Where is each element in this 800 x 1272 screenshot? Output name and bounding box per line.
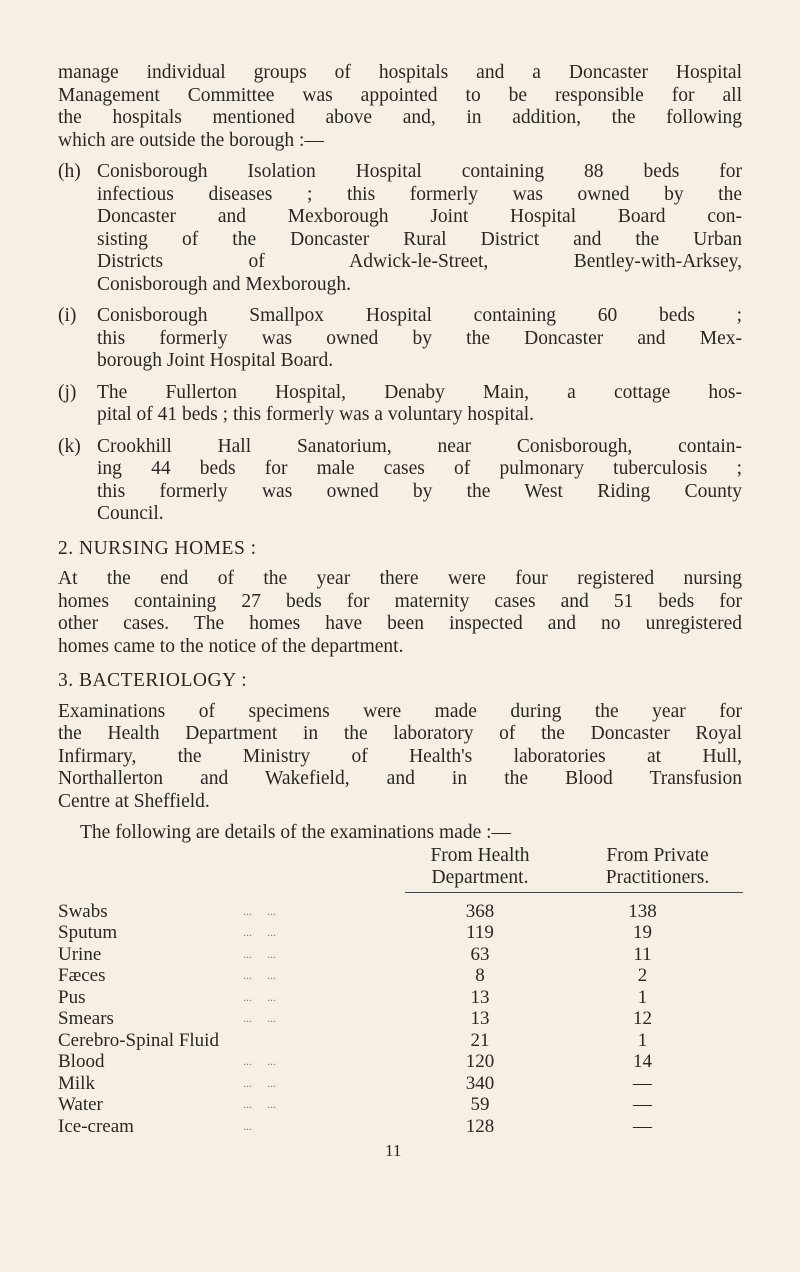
header-line: From Private — [606, 844, 709, 866]
health-count: 8 — [475, 965, 485, 986]
table-header — [58, 845, 742, 895]
specimen-name: Sputum — [58, 922, 118, 943]
text-line: borough Joint Hospital Board. — [97, 350, 334, 371]
text-line: Conisborough Isolation Hospital containing 88 beds for — [97, 161, 742, 182]
text-line: The Fullerton Hospital, Denaby Main, a cottage hos- — [97, 381, 742, 403]
specimen-name: Fæces — [58, 965, 106, 986]
text-line: At the end of the year there were four registered nursing — [58, 568, 742, 589]
health-count: 21 — [470, 1029, 490, 1051]
text-line: sisting of the Doncaster Rural District and the Urban — [97, 228, 742, 250]
text-line: the hospitals mentioned above and, in addition, the following — [58, 107, 742, 128]
leader-dots: ... ... — [243, 989, 276, 1004]
hospital-list — [58, 161, 742, 526]
private-count: 1 — [637, 986, 648, 1008]
text-line: manage individual groups of hospitals and a Doncaster Hospital — [58, 62, 742, 83]
health-count: 59 — [470, 1094, 490, 1115]
specimen-name: Swabs — [58, 900, 108, 922]
table-row — [58, 1073, 730, 1095]
column-header-health — [405, 845, 555, 890]
column-header-private — [570, 845, 745, 890]
specimen-name: Urine — [58, 943, 102, 965]
table-row — [58, 901, 730, 923]
hospital-item — [58, 382, 742, 427]
specimen-name: Cerebro-Spinal Fluid — [58, 1029, 219, 1051]
table-row — [58, 987, 730, 1009]
table-row — [58, 922, 730, 944]
table-row — [58, 1008, 730, 1030]
item-text — [97, 161, 742, 296]
text-line: the Health Department in the laboratory of the Doncaster Royal — [58, 723, 742, 744]
text-line: Northallerton and Wakefield, and in the Blood Transfusion — [58, 768, 742, 789]
section-3-paragraph — [58, 701, 742, 814]
header-line: From Health — [430, 844, 530, 866]
text-line: which are outside the borough :— — [58, 129, 324, 151]
header-rule — [405, 892, 743, 893]
text-line: infectious diseases ; this formerly was owned by the — [97, 183, 742, 205]
private-count: 2 — [637, 965, 648, 986]
page-content — [58, 62, 742, 1161]
leader-dots — [243, 1030, 405, 1052]
text-line: other cases. The homes have been inspected and no unregistered — [58, 613, 742, 634]
leader-dots: ... ... — [243, 925, 276, 939]
text-line: Doncaster and Mexborough Joint Hospital Board con- — [97, 206, 742, 227]
table-intro: The following are details of the examinations made :— — [80, 822, 512, 843]
header-line: Department. — [431, 867, 529, 888]
text-line: Council. — [97, 503, 164, 524]
text-line: Infirmary, the Ministry of Health's laboratories at Hull, — [58, 745, 742, 767]
health-count: 368 — [465, 900, 495, 922]
health-count: 13 — [470, 1008, 490, 1029]
text-line: homes came to the notice of the department. — [58, 635, 404, 657]
specimen-name: Pus — [58, 986, 86, 1008]
item-label: (h) — [58, 161, 81, 182]
text-line: homes containing 27 beds for maternity cases and 51 beds for — [58, 590, 742, 612]
item-text — [97, 305, 742, 373]
hospital-item — [58, 305, 742, 373]
item-text — [97, 382, 742, 427]
leader-dots: ... ... — [243, 1054, 276, 1068]
text-line: Examinations of specimens were made during the year for — [58, 700, 742, 722]
item-label: (i) — [58, 305, 77, 326]
header-line: Practitioners. — [605, 867, 710, 888]
table-row — [58, 1030, 730, 1052]
intro-paragraph — [58, 62, 742, 152]
text-line: Districts of Adwick-le-Street, Bentley-with-Arksey, — [97, 251, 742, 272]
leader-dots: ... ... — [243, 1011, 276, 1025]
private-count: 138 — [628, 900, 657, 922]
table-row — [58, 1094, 730, 1116]
item-label: (j) — [58, 381, 77, 403]
item-text — [97, 436, 742, 526]
text-line: Management Committee was appointed to be responsible for all — [58, 84, 742, 106]
page-number: 11 — [385, 1141, 402, 1160]
text-line: Conisborough Smallpox Hospital containing 60 beds ; — [97, 305, 742, 326]
health-count: 119 — [466, 922, 494, 943]
text-line: Crookhill Hall Sanatorium, near Conisborough, contain- — [97, 435, 742, 457]
leader-dots: ... ... — [243, 903, 276, 918]
table-row — [58, 965, 730, 987]
specimen-name: Blood — [58, 1051, 105, 1072]
private-count: 11 — [633, 943, 652, 965]
health-count: 128 — [465, 1115, 495, 1137]
text-line: this formerly was owned by the Doncaster and Mex- — [97, 327, 742, 349]
specimen-name: Water — [58, 1094, 103, 1115]
item-label: (k) — [58, 435, 81, 457]
section-2-paragraph — [58, 568, 742, 658]
private-count: 1 — [637, 1029, 648, 1051]
section-3-heading: 3. BACTERIOLOGY : — [58, 670, 248, 691]
health-count: 63 — [470, 943, 490, 965]
leader-dots: ... ... — [243, 1075, 276, 1090]
leader-dots: ... ... — [243, 968, 276, 982]
leader-dots: ... ... — [243, 1097, 276, 1111]
private-count: 14 — [633, 1051, 652, 1072]
section-2-heading: 2. NURSING HOMES : — [58, 537, 257, 559]
leader-dots: ... ... — [243, 946, 276, 961]
table-row — [58, 1051, 730, 1073]
text-line: Conisborough and Mexborough. — [97, 273, 352, 295]
specimen-name: Smears — [58, 1008, 114, 1029]
private-count: — — [633, 1072, 652, 1094]
hospital-item — [58, 436, 742, 526]
health-count: 340 — [465, 1072, 495, 1094]
private-count: — — [633, 1115, 652, 1137]
health-count: 13 — [470, 986, 490, 1008]
private-count: 19 — [633, 922, 652, 943]
leader-dots: ... — [243, 1118, 252, 1133]
text-line: pital of 41 beds ; this formerly was a voluntary hospital. — [97, 404, 535, 425]
text-line: this formerly was owned by the West Riding County — [97, 480, 742, 502]
health-count: 120 — [465, 1051, 495, 1072]
private-count: 12 — [633, 1008, 652, 1029]
text-line: Centre at Sheffield. — [58, 790, 210, 812]
specimen-name: Milk — [58, 1072, 95, 1094]
text-line: ing 44 beds for male cases of pulmonary tuberculosis ; — [97, 458, 742, 479]
private-count: — — [633, 1094, 652, 1115]
specimen-name: Ice-cream — [58, 1115, 134, 1137]
hospital-item — [58, 161, 742, 296]
table-row — [58, 944, 730, 966]
table-row — [58, 1116, 730, 1138]
examinations-table — [58, 901, 730, 1138]
